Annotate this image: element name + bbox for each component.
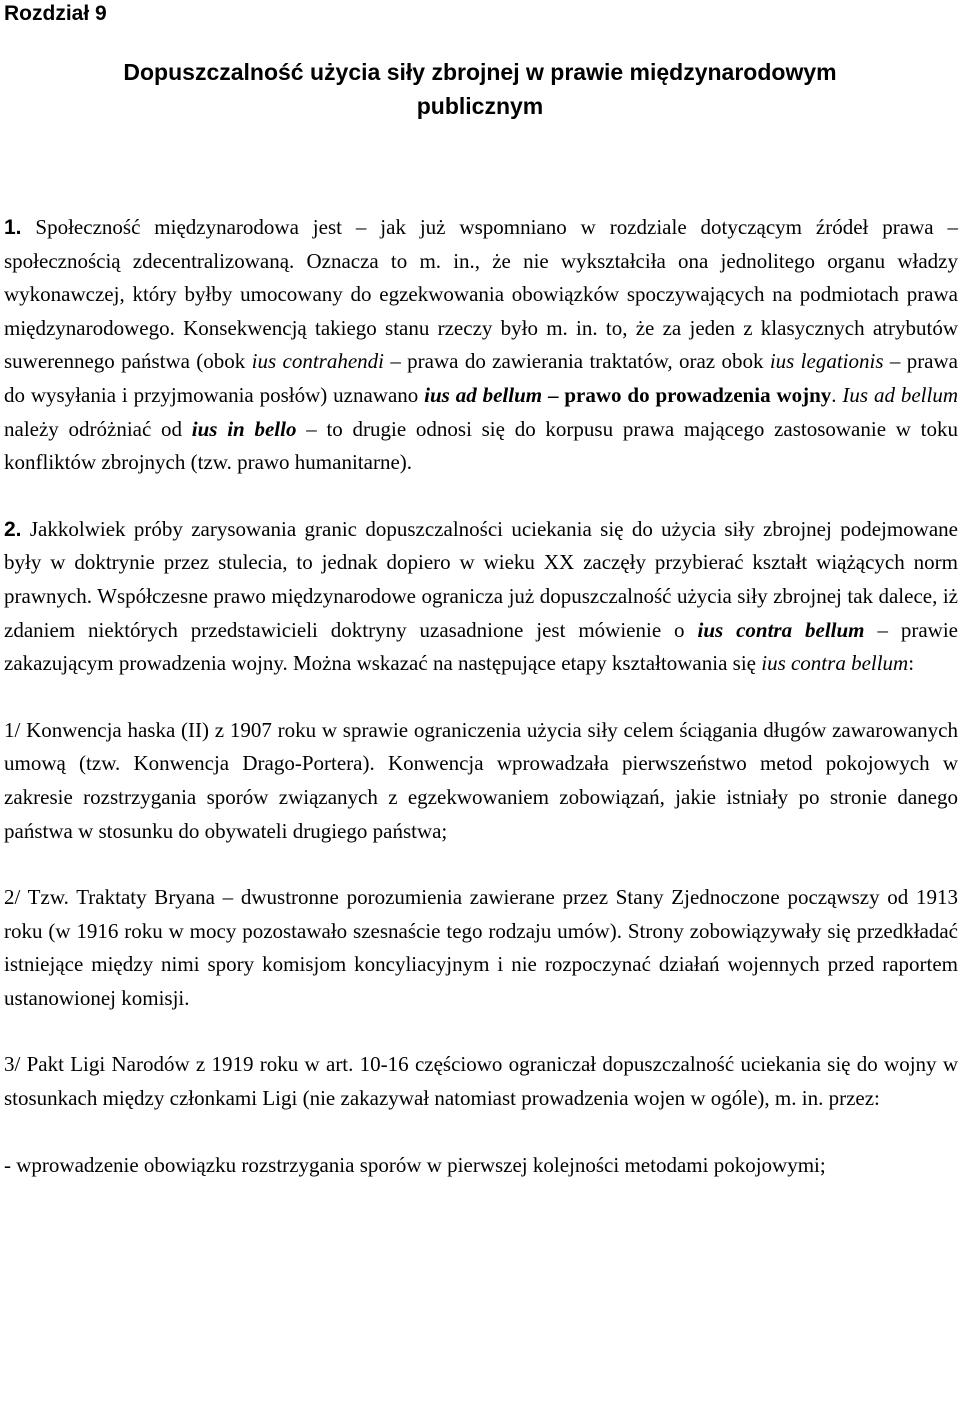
chapter-title xyxy=(4,55,956,123)
term-ius-contra-bellum-italic: ius contra bellum xyxy=(761,651,909,676)
paragraph-text: – to drugie odnosi się do korpusu prawa mającego zastosowanie w toku konfliktów zbrojnych (tzw. prawo humanitarne). xyxy=(4,416,958,475)
term-ius-contra-bellum: ius contra bellum xyxy=(697,617,865,642)
list-item-3: 3/ Pakt Ligi Narodów z 1919 roku w art. 10-16 częściowo ograniczał dopuszczalność uciekania się do wojny w stosunkach między członkami Ligi (nie zakazywał natomiast prowadzenia wojen w ogóle), m. in. przez: xyxy=(4,1052,958,1111)
paragraph-text: . xyxy=(831,382,843,407)
paragraph-text: należy odróżniać od xyxy=(4,416,192,441)
emphasis-text: – prawo do prowadzenia wojny xyxy=(542,382,832,407)
paragraph-text: Społeczność międzynarodowa jest – jak już wspomniano w rozdziale dotyczącym źródeł prawa – społecznością zdecentralizowaną. Oznacza to m. in., że nie wykształciła ona jednolitego organu władzy wykonawczej, który byłby umocowany do egzekwowania obowiązków spoczywających na podmiotach prawa międzynarodowego. Konsekwencją takiego stanu rzeczy było m. in. to, że za jeden z klasycznych atrybutów suwerennego państwa (obok xyxy=(4,215,958,374)
term-ius-in-bello: ius in bello xyxy=(191,416,297,441)
term-ius-legationis: ius legationis xyxy=(769,349,884,374)
paragraph-1 xyxy=(4,211,958,480)
document-body xyxy=(4,211,958,1215)
term-ius-ad-bellum: ius ad bellum xyxy=(424,382,543,407)
chapter-heading: Rozdział 9 xyxy=(4,2,107,25)
chapter-title-line-2: publicznym xyxy=(416,93,544,119)
term-ius-ad-bellum-italic: Ius ad bellum xyxy=(842,382,958,407)
paragraph-text: – prawa do zawierania traktatów, oraz obok xyxy=(383,349,770,374)
chapter-title-line-1: Dopuszczalność użycia siły zbrojnej w prawie międzynarodowym xyxy=(123,59,837,85)
list-item-1: 1/ Konwencja haska (II) z 1907 roku w sprawie ograniczenia użycia siły celem ściągania długów zawarowanych umową (tzw. Konwencja Drago-Portera). Konwencja wprowadzała pierwszeństwo metod pokojowych w zakresie rozstrzygania sporów związanych z egzekwowaniem zobowiązań, jakie istniały po stronie danego państwa w stosunku do obywateli drugiego państwa; xyxy=(4,717,958,843)
paragraph-text: : xyxy=(908,651,915,676)
paragraph-text: – prawie zakazującym prowadzenia wojny. Można wskazać na następujące etapy kształtowania się xyxy=(4,617,959,676)
paragraph-text: Jakkolwiek próby zarysowania granic dopuszczalności uciekania się do użycia siły zbrojnej podejmowane były w doktrynie przez stulecia, to jednak dopiero w wieku XX zaczęły przybierać kształt wiążących norm prawnych. Współczesne prawo międzynarodowe ogranicza już dopuszczalność użycia siły zbrojnej tak dalece, iż zdaniem niektórych przedstawicieli doktryny uzasadnione jest mówienie o xyxy=(4,516,958,642)
list-item-dash-1: - wprowadzenie obowiązku rozstrzygania sporów w pierwszej kolejności metodami pokojowymi; xyxy=(4,1152,826,1177)
paragraph-2 xyxy=(4,513,958,681)
list-item-2: 2/ Tzw. Traktaty Bryana – dwustronne porozumienia zawierane przez Stany Zjednoczone począwszy od 1913 roku (w 1916 roku w mocy pozostawało szesnaście tego rodzaju umów). Strony zobowiązywały się przedkładać istniejące między nimi spory komisjom koncyliacyjnym i nie rozpoczynać działań wojennych przed raportem ustanowionej komisji. xyxy=(4,885,958,1010)
paragraph-text: – prawa do wysyłania i przyjmowania posłów) uznawano xyxy=(4,349,958,407)
paragraph-number: 1. xyxy=(4,216,22,239)
paragraph-number: 2. xyxy=(4,517,22,541)
term-ius-contrahendi: ius contrahendi xyxy=(251,349,384,374)
